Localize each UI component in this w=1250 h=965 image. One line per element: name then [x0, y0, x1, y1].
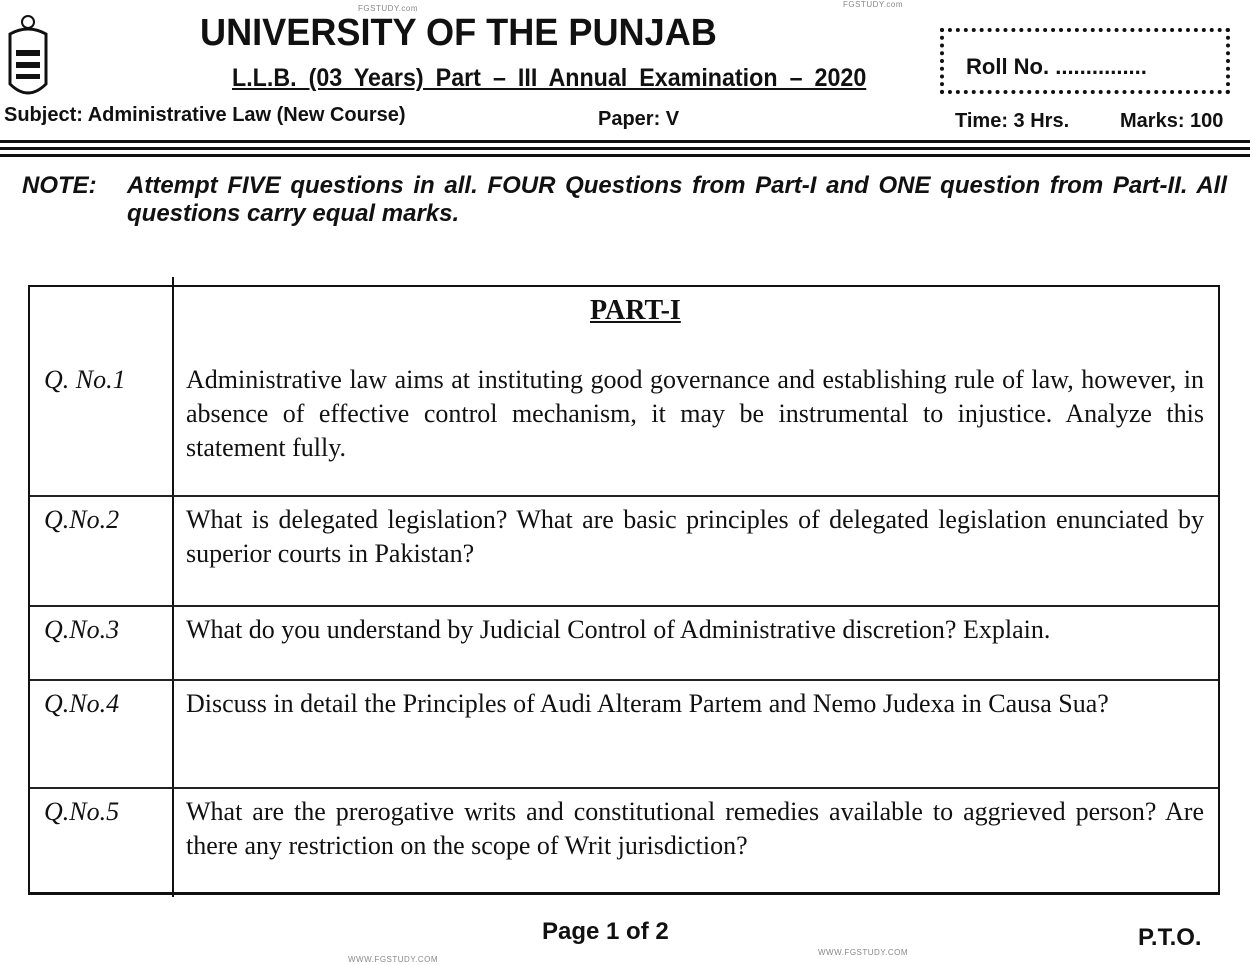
watermark: WWW.FGSTUDY.COM: [348, 955, 439, 964]
time-label: Time: 3 Hrs.: [955, 110, 1070, 132]
exam-title: L.L.B. (03 Years) Part – III Annual Examination – 2020: [232, 64, 867, 92]
part-heading: PART-I: [590, 295, 681, 326]
question-text: Discuss in detail the Principles of Audi Alteram Partem and Nemo Judexa in Causa Sua?: [186, 689, 1109, 718]
watermark: WWW.FGSTUDY.COM: [818, 948, 909, 957]
pto-label: P.T.O.: [1138, 924, 1202, 951]
university-crest-logo: [6, 14, 50, 102]
page-number: Page 1 of 2: [542, 918, 669, 945]
note-label: NOTE:: [22, 172, 97, 199]
question-number: Q. No.1: [44, 365, 126, 394]
divider: [0, 154, 1250, 157]
question-number: Q.No.4: [44, 689, 120, 718]
question-row: [30, 497, 1218, 607]
questions-table: [28, 285, 1220, 895]
question-row: [30, 357, 1218, 497]
roll-number-box: [940, 28, 1230, 94]
watermark: FGSTUDY.com: [358, 4, 419, 13]
question-text: What are the prerogative writs and constitutional remedies available to aggrieved person? Are there any restriction on the scope of Writ jurisdiction?: [186, 797, 1204, 860]
watermark: FGSTUDY.com: [843, 0, 904, 9]
question-row: [30, 789, 1218, 889]
question-number: Q.No.2: [44, 505, 120, 534]
question-number: Q.No.3: [44, 615, 120, 644]
marks-label: Marks: 100: [1120, 110, 1224, 132]
divider: [0, 140, 1250, 143]
paper-label: Paper: V: [598, 108, 680, 130]
instructions-note: [22, 172, 1232, 228]
question-text: What is delegated legislation? What are basic principles of delegated legislation enunciated by superior courts in Pakistan?: [186, 505, 1204, 568]
roll-number-label: Roll No. ...............: [966, 54, 1147, 79]
question-row: [30, 607, 1218, 681]
university-title: UNIVERSITY OF THE PUNJAB: [200, 12, 717, 54]
note-text: Attempt FIVE questions in all. FOUR Questions from Part-I and ONE question from Part-II. All questions carry equal marks.: [127, 172, 1227, 227]
subject-label: Subject: Administrative Law (New Course): [4, 104, 406, 126]
question-text: Administrative law aims at instituting good governance and establishing rule of law, however, in absence of effective control mechanism, it may be instrumental to injustice. Analyze this statement fully.: [186, 365, 1204, 462]
question-text: What do you understand by Judicial Control of Administrative discretion? Explain.: [186, 615, 1051, 644]
question-row: [30, 681, 1218, 789]
question-number: Q.No.5: [44, 797, 120, 826]
divider: [0, 147, 1250, 150]
